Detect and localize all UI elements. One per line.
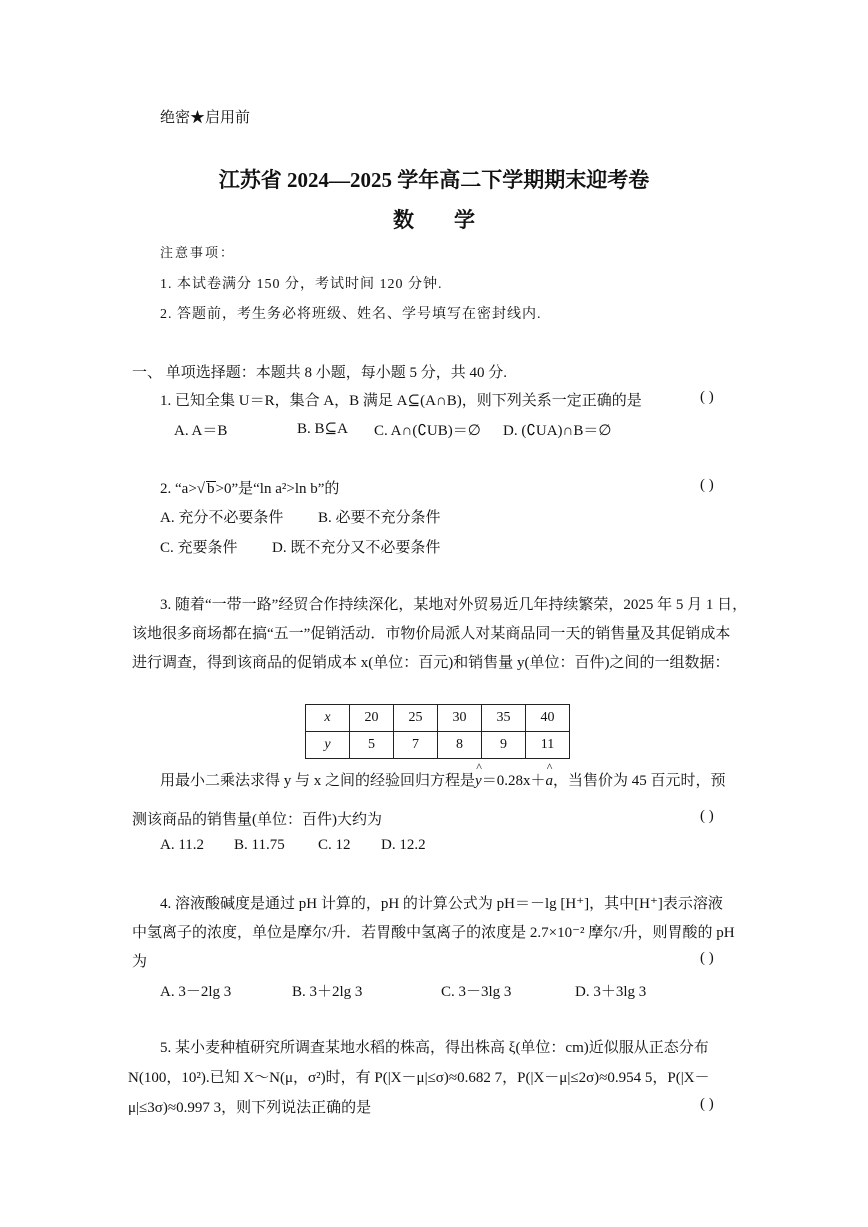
table-cell: 11 <box>526 732 570 759</box>
q3-reg-yhat: ^ y <box>475 773 482 790</box>
table-cell: 8 <box>438 732 482 759</box>
q4-line-2: 中氢离子的浓度，单位是摩尔/升．若胃酸中氢离子的浓度是 2.7×10⁻² 摩尔/升，则胃酸的 pH <box>132 925 735 941</box>
q2-stem-start: 2. “a> <box>160 481 197 497</box>
sqrt-icon: √ <box>196 481 206 497</box>
q1-stem: 1. 已知全集 U＝R，集合 A，B 满足 A⊆(A∩B)，则下列关系一定正确的是 <box>160 393 642 409</box>
q4-option-d: D. 3＋3lg 3 <box>575 984 647 1000</box>
table-cell: 7 <box>394 732 438 759</box>
section-heading: 一、 单项选择题：本题共 8 小题，每小题 5 分，共 40 分. <box>132 365 508 381</box>
table-cell: 30 <box>438 705 482 732</box>
q2-option-d: D. 既不充分又不必要条件 <box>272 540 441 556</box>
table-cell: 20 <box>350 705 394 732</box>
subject-title: 数学 <box>393 208 515 232</box>
exam-title: 江苏省 2024—2025 学年高二下学期期末迎考卷 <box>218 168 650 192</box>
notice-item-2: 2. 答题前，考生务必将班级、姓名、学号填写在密封线内. <box>160 307 542 322</box>
q1-option-c: C. A∩(∁UB)＝∅ <box>374 423 481 439</box>
table-cell: 5 <box>350 732 394 759</box>
q5-answer-paren: ( ) <box>700 1096 714 1112</box>
q2-option-b: B. 必要不充分条件 <box>318 510 441 526</box>
notice-heading: 注意事项： <box>160 245 236 260</box>
q5-line-3: μ|≤3σ)≈0.997 3，则下列说法正确的是 <box>128 1100 372 1116</box>
q3-option-c: C. 12 <box>318 837 351 853</box>
q5-line-2: N(100，10²).已知 X～N(μ，σ²)时，有 P(|X－μ|≤σ)≈0.682 7，P(|X－μ|≤2σ)≈0.954 5，P(|X－ <box>128 1070 710 1086</box>
q2-stem <box>160 477 339 498</box>
q4-line-3: 为 <box>132 954 148 970</box>
q4-line-1: 4. 溶液酸碱度是通过 pH 计算的，pH 的计算公式为 pH＝－lg [H⁺]，其中[H⁺]表示溶液 <box>160 896 723 912</box>
q3-reg-ahat: ^ a <box>545 773 553 790</box>
q3-answer-paren: ( ) <box>700 808 714 824</box>
q3-reg-start: 用最小二乘法求得 y 与 x 之间的经验回归方程是 <box>160 773 476 789</box>
q2-option-c: C. 充要条件 <box>160 540 238 556</box>
q3-line-last: 测该商品的销售量(单位：百件)大约为 <box>132 812 382 828</box>
q3-line-1: 3. 随着“一带一路”经贸合作持续深化，某地对外贸易近几年持续繁荣，2025 年 5 月 1 日， <box>160 597 748 613</box>
table-cell: 25 <box>394 705 438 732</box>
q1-option-d: D. (∁UA)∩B＝∅ <box>503 423 612 439</box>
table-row <box>306 732 570 759</box>
table-cell: 40 <box>526 705 570 732</box>
q1-option-a: A. A＝B <box>174 423 228 439</box>
q3-data-table <box>305 704 570 759</box>
notice-item-1: 1. 本试卷满分 150 分，考试时间 120 分钟. <box>160 277 443 292</box>
table-cell: 35 <box>482 705 526 732</box>
q2-stem-end: >0”是“ln a²>ln b”的 <box>215 481 340 497</box>
q3-regression-line <box>160 769 725 790</box>
table-cell: 9 <box>482 732 526 759</box>
q4-option-b: B. 3＋2lg 3 <box>292 984 363 1000</box>
secret-label: 绝密★启用前 <box>160 110 251 126</box>
q2-option-a: A. 充分不必要条件 <box>160 510 284 526</box>
q3-reg-end: ，当售价为 45 百元时，预 <box>552 773 726 789</box>
table-row <box>306 705 570 732</box>
q5-line-1: 5. 某小麦种植研究所调查某地水稻的株高，得出株高 ξ(单位：cm)近似服从正态分布 <box>160 1040 709 1056</box>
q3-option-a: A. 11.2 <box>160 837 205 853</box>
q1-answer-paren: ( ) <box>700 389 714 405</box>
q4-answer-paren: ( ) <box>700 950 714 966</box>
table-header-y: y <box>306 732 350 759</box>
q3-option-d: D. 12.2 <box>381 837 426 853</box>
q4-option-c: C. 3－3lg 3 <box>441 984 512 1000</box>
q4-option-a: A. 3－2lg 3 <box>160 984 232 1000</box>
q2-answer-paren: ( ) <box>700 477 714 493</box>
q3-option-b: B. 11.75 <box>234 837 285 853</box>
q3-line-2: 该地很多商场都在搞“五一”促销活动．市物价局派人对某商品同一天的销售量及其促销成本 <box>132 626 731 642</box>
q2-sqrt-arg: b <box>207 481 215 497</box>
q3-line-3: 进行调查，得到该商品的促销成本 x(单位：百元)和销售量 y(单位：百件)之间的一组数据： <box>132 655 730 671</box>
q1-option-b: B. B⊆A <box>297 421 348 437</box>
q3-reg-mid: ＝0.28x＋ <box>481 773 546 789</box>
table-header-x: x <box>306 705 350 732</box>
